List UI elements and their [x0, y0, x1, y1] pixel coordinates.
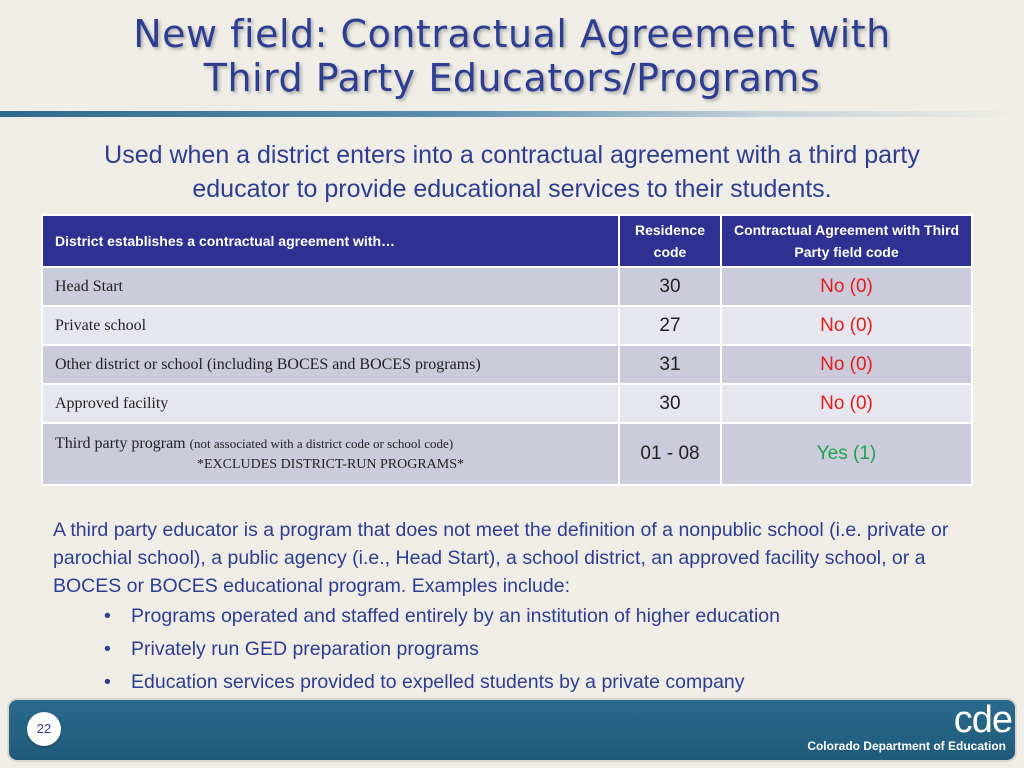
row-name: Private school — [42, 306, 619, 345]
subtitle: Used when a district enters into a contractual agreement with a third party educator to provide educational services to their students. — [104, 141, 920, 203]
table-row — [42, 267, 972, 306]
row-field-code — [721, 423, 972, 485]
title-divider — [0, 111, 1024, 117]
row-name: Third party program — [55, 435, 186, 452]
row-name: Other district or school (including BOCES and BOCES programs) — [42, 345, 619, 384]
row-field-code — [721, 306, 972, 345]
table-row — [42, 306, 972, 345]
header-field-code: Contractual Agreement with Third Party field code — [721, 215, 972, 267]
list-item — [104, 633, 964, 666]
flag-value: No (0) — [820, 314, 873, 336]
row-residence-code: 30 — [619, 267, 721, 306]
slide-title-line-1: New field: Contractual Agreement with — [133, 12, 891, 56]
row-field-code — [721, 267, 972, 306]
definition-paragraph: A third party educator is a program that does not meet the definition of a nonpublic school (i.e. private or parochial school), a public agency (i.e., Head Start), a school district, an approved facility school, or a BOCES or BOCES educational program. Examples include: — [53, 519, 949, 597]
flag-value: No (0) — [820, 275, 873, 297]
row-residence-code: 31 — [619, 345, 721, 384]
row-name-third-party — [42, 423, 619, 485]
bullet-icon: • — [104, 671, 111, 693]
row-name: Head Start — [42, 267, 619, 306]
table-row — [42, 345, 972, 384]
list-item — [104, 600, 964, 633]
bullet-icon: • — [104, 605, 111, 627]
cde-logo: cde — [953, 699, 1012, 741]
residence-code-table — [41, 214, 973, 486]
slide-title-line-2: Third Party Educators/Programs — [203, 56, 821, 100]
organization-name: Colorado Department of Education — [807, 739, 1006, 753]
bullet-icon: • — [104, 638, 111, 660]
row-residence-code: 30 — [619, 384, 721, 423]
table-row — [42, 384, 972, 423]
table-header-row — [42, 215, 972, 267]
list-item-text: Programs operated and staffed entirely by an institution of higher education — [131, 605, 780, 627]
row-name: Approved facility — [42, 384, 619, 423]
list-item-text: Privately run GED preparation programs — [131, 638, 479, 660]
header-district-agreement: District establishes a contractual agreement with… — [42, 215, 619, 267]
row-note: (not associated with a district code or school code) — [189, 436, 454, 451]
header-residence-code: Residence code — [619, 215, 721, 267]
slide-title — [0, 12, 1024, 100]
row-residence-code: 27 — [619, 306, 721, 345]
row-field-code — [721, 384, 972, 423]
flag-value: Yes (1) — [816, 443, 877, 464]
row-residence-code: 01 - 08 — [619, 423, 721, 485]
page-number: 22 — [27, 712, 61, 746]
table-row — [42, 423, 972, 485]
flag-value: No (0) — [820, 392, 873, 414]
examples-list — [104, 600, 964, 699]
row-field-code — [721, 345, 972, 384]
row-exclusion-note: *EXCLUDES DISTRICT-RUN PROGRAMS* — [196, 457, 465, 472]
flag-value: No (0) — [820, 353, 873, 375]
list-item-text: Education services provided to expelled students by a private company — [131, 671, 745, 693]
list-item — [104, 666, 964, 699]
